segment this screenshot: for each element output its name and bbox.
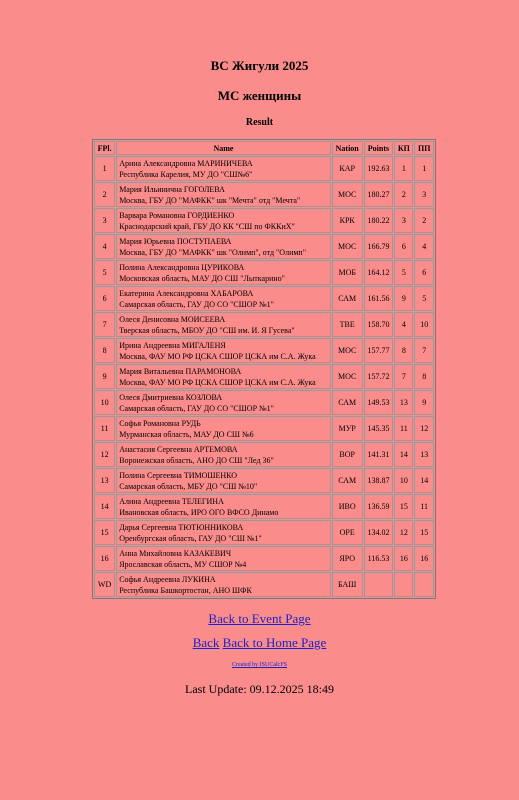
- cell-pp: 8: [414, 364, 434, 389]
- cell-points: 141.31: [364, 442, 394, 467]
- table-row: [94, 234, 434, 259]
- cell-name: [116, 468, 331, 493]
- cell-points: 161.56: [364, 286, 394, 311]
- cell-points: 164.12: [364, 260, 394, 285]
- skater-club: Москва, ГБУ ДО "МАФКК" шк "Олимп", отд "Олимп": [119, 247, 306, 257]
- cell-kp: 12: [394, 520, 413, 545]
- skater-name: Екатерина Александровна ХАБАРОВА: [119, 288, 254, 298]
- cell-pp: 12: [414, 416, 434, 441]
- skater-name: Анастасия Сергеевна АРТЕМОВА: [119, 444, 238, 454]
- cell-name: [116, 546, 331, 571]
- cell-kp: 16: [394, 546, 413, 571]
- skater-club: Республика Башкортостан, АНО ШФК: [119, 585, 252, 595]
- cell-nation: БАШ: [332, 572, 363, 597]
- back-link[interactable]: Back: [192, 635, 220, 650]
- cell-fpl: 13: [94, 468, 115, 493]
- cell-name: [116, 390, 331, 415]
- cell-kp: 4: [394, 312, 413, 337]
- table-row: [94, 182, 434, 207]
- back-links-container: [0, 635, 519, 651]
- cell-pp: 15: [414, 520, 434, 545]
- table-row: [94, 442, 434, 467]
- cell-name: [116, 520, 331, 545]
- cell-name: [116, 286, 331, 311]
- cell-pp: 5: [414, 286, 434, 311]
- skater-club: Тверская область, МБОУ ДО "СШ им. И. Я Гусева": [119, 325, 295, 335]
- table-row: [94, 286, 434, 311]
- cell-name: [116, 260, 331, 285]
- cell-fpl: 10: [94, 390, 115, 415]
- cell-kp: 15: [394, 494, 413, 519]
- skater-club: Самарская область, ГАУ ДО СО "СШОР №1": [119, 299, 274, 309]
- header-kp: КП: [394, 141, 413, 155]
- cell-kp: 1: [394, 156, 413, 181]
- header-pp: ПП: [414, 141, 434, 155]
- cell-fpl: 8: [94, 338, 115, 363]
- cell-pp: 4: [414, 234, 434, 259]
- cell-kp: 3: [394, 208, 413, 233]
- cell-fpl: WD: [94, 572, 115, 597]
- skater-name: Дарья Сергеевна ТЮТЮННИКОВА: [119, 522, 244, 532]
- cell-name: [116, 312, 331, 337]
- cell-points: 157.77: [364, 338, 394, 363]
- cell-nation: ОРЕ: [332, 520, 363, 545]
- cell-kp: 5: [394, 260, 413, 285]
- table-row: [94, 546, 434, 571]
- back-to-event-container: [0, 611, 519, 627]
- cell-nation: МОС: [332, 364, 363, 389]
- cell-fpl: 2: [94, 182, 115, 207]
- cell-fpl: 6: [94, 286, 115, 311]
- last-update: Last Update: 09.12.2025 18:49: [185, 682, 334, 696]
- category-title: МС женщины: [217, 88, 302, 103]
- results-table: [92, 139, 436, 599]
- cell-kp: 11: [394, 416, 413, 441]
- back-to-home-link[interactable]: Back to Home Page: [222, 635, 327, 650]
- skater-club: Республика Карелия, МУ ДО "СШ№6": [119, 169, 253, 179]
- cell-name: [116, 338, 331, 363]
- cell-kp: [394, 572, 413, 597]
- cell-pp: 14: [414, 468, 434, 493]
- cell-nation: ВОР: [332, 442, 363, 467]
- skater-club: Москва, ФАУ МО РФ ЦСКА СШОР ЦСКА им С.А. Жука: [119, 351, 316, 361]
- skater-club: Мурманская область, МАУ ДО СШ №6: [119, 429, 254, 439]
- table-row: [94, 260, 434, 285]
- cell-pp: 3: [414, 182, 434, 207]
- cell-pp: 11: [414, 494, 434, 519]
- cell-nation: САМ: [332, 286, 363, 311]
- cell-kp: 9: [394, 286, 413, 311]
- created-by-link[interactable]: Created by ISUCalcFS: [232, 662, 287, 668]
- skater-name: Алина Андреевна ТЕЛЕГИНА: [119, 496, 224, 506]
- cell-name: [116, 182, 331, 207]
- table-row: [94, 338, 434, 363]
- cell-kp: 8: [394, 338, 413, 363]
- skater-name: Ирина Андреевна МИГАЛЕНЯ: [119, 340, 226, 350]
- skater-club: Воронежская область, АНО ДО СШ "Лед 36": [119, 455, 274, 465]
- cell-points: 157.72: [364, 364, 394, 389]
- result-title: Result: [245, 117, 274, 128]
- table-row: [94, 156, 434, 181]
- cell-fpl: 14: [94, 494, 115, 519]
- cell-nation: ИВО: [332, 494, 363, 519]
- cell-points: 138.87: [364, 468, 394, 493]
- cell-pp: 10: [414, 312, 434, 337]
- table-row: [94, 208, 434, 233]
- cell-points: 180.22: [364, 208, 394, 233]
- cell-nation: САМ: [332, 390, 363, 415]
- skater-club: Ивановская область, ИРО ОГО ВФСО Динамо: [119, 507, 279, 517]
- cell-fpl: 7: [94, 312, 115, 337]
- table-row: [94, 312, 434, 337]
- cell-fpl: 16: [94, 546, 115, 571]
- header-fpl: FPl.: [94, 141, 115, 155]
- cell-name: [116, 572, 331, 597]
- cell-name: [116, 156, 331, 181]
- skater-club: Москва, ГБУ ДО "МАФКК" шк "Мечта" отд "Мечта": [119, 195, 301, 205]
- table-row: [94, 468, 434, 493]
- cell-nation: ЯРО: [332, 546, 363, 571]
- created-by-container: [0, 662, 519, 668]
- table-row: [94, 364, 434, 389]
- cell-points: 166.79: [364, 234, 394, 259]
- cell-points: 116.53: [364, 546, 394, 571]
- table-row: [94, 494, 434, 519]
- cell-name: [116, 416, 331, 441]
- cell-pp: 2: [414, 208, 434, 233]
- skater-name: Арина Александровна МАРИНИЧЕВА: [119, 158, 253, 168]
- skater-club: Краснодарский край, ГБУ ДО КК "СШ по ФККиХ": [119, 221, 295, 231]
- skater-club: Самарская область, МБУ ДО "СШ №10": [119, 481, 258, 491]
- skater-name: Мария Ильинична ГОГОЛЕВА: [119, 184, 225, 194]
- skater-name: Олеся Денисовна МОИСЕЕВА: [119, 314, 226, 324]
- cell-fpl: 1: [94, 156, 115, 181]
- cell-pp: 7: [414, 338, 434, 363]
- cell-kp: 10: [394, 468, 413, 493]
- cell-pp: 6: [414, 260, 434, 285]
- cell-points: 136.59: [364, 494, 394, 519]
- skater-club: Московская область, МАУ ДО СШ "Лыткарино": [119, 273, 285, 283]
- skater-club: Москва, ФАУ МО РФ ЦСКА СШОР ЦСКА им С.А. Жука: [119, 377, 316, 387]
- cell-nation: ТВЕ: [332, 312, 363, 337]
- header-points: Points: [364, 141, 394, 155]
- cell-nation: МОБ: [332, 260, 363, 285]
- cell-name: [116, 208, 331, 233]
- skater-name: Мария Юрьевна ПОСТУПАЕВА: [119, 236, 232, 246]
- skater-club: Самарская область, ГАУ ДО СО "СШОР №1": [119, 403, 274, 413]
- skater-name: Мария Витальевна ПАРАМОНОВА: [119, 366, 242, 376]
- cell-pp: [414, 572, 434, 597]
- table-row: [94, 520, 434, 545]
- cell-kp: 6: [394, 234, 413, 259]
- cell-name: [116, 234, 331, 259]
- skater-name: Полина Александровна ЦУРИКОВА: [119, 262, 245, 272]
- cell-kp: 14: [394, 442, 413, 467]
- cell-nation: САМ: [332, 468, 363, 493]
- cell-points: 149.53: [364, 390, 394, 415]
- cell-fpl: 5: [94, 260, 115, 285]
- cell-name: [116, 442, 331, 467]
- skater-name: Софья Романовна РУДЬ: [119, 418, 201, 428]
- cell-nation: МОС: [332, 338, 363, 363]
- cell-kp: 7: [394, 364, 413, 389]
- skater-name: Олеся Дмитриевна КОЗЛОВА: [119, 392, 223, 402]
- cell-nation: КАР: [332, 156, 363, 181]
- table-header-row: [94, 141, 434, 155]
- header-name: Name: [116, 141, 331, 155]
- cell-points: 180.27: [364, 182, 394, 207]
- cell-points: 145.35: [364, 416, 394, 441]
- cell-pp: 13: [414, 442, 434, 467]
- cell-nation: КРК: [332, 208, 363, 233]
- event-title: ВС Жигули 2025: [210, 58, 309, 73]
- table-row: [94, 572, 434, 597]
- cell-fpl: 12: [94, 442, 115, 467]
- cell-points: 134.02: [364, 520, 394, 545]
- cell-fpl: 4: [94, 234, 115, 259]
- cell-pp: 16: [414, 546, 434, 571]
- cell-fpl: 3: [94, 208, 115, 233]
- skater-club: Оренбургская область, ГАУ ДО "СШ №1": [119, 533, 262, 543]
- cell-kp: 2: [394, 182, 413, 207]
- cell-points: 158.70: [364, 312, 394, 337]
- cell-name: [116, 494, 331, 519]
- cell-kp: 13: [394, 390, 413, 415]
- skater-name: Софья Андреевна ЛУКИНА: [119, 574, 216, 584]
- cell-pp: 9: [414, 390, 434, 415]
- cell-nation: МОС: [332, 234, 363, 259]
- cell-name: [116, 364, 331, 389]
- skater-name: Варвара Романовна ГОРДИЕНКО: [119, 210, 235, 220]
- table-row: [94, 390, 434, 415]
- table-row: [94, 416, 434, 441]
- cell-nation: МОС: [332, 182, 363, 207]
- cell-nation: МУР: [332, 416, 363, 441]
- cell-fpl: 15: [94, 520, 115, 545]
- cell-points: [364, 572, 394, 597]
- header-nation: Nation: [332, 141, 363, 155]
- back-to-event-link[interactable]: Back to Event Page: [208, 611, 311, 626]
- cell-fpl: 9: [94, 364, 115, 389]
- cell-pp: 1: [414, 156, 434, 181]
- skater-club: Ярославская область, МУ СШОР №4: [119, 559, 247, 569]
- cell-fpl: 11: [94, 416, 115, 441]
- skater-name: Анна Михайловна КАЗАКЕВИЧ: [119, 548, 232, 558]
- cell-points: 192.63: [364, 156, 394, 181]
- skater-name: Полина Сергеевна ТИМОШЕНКО: [119, 470, 238, 480]
